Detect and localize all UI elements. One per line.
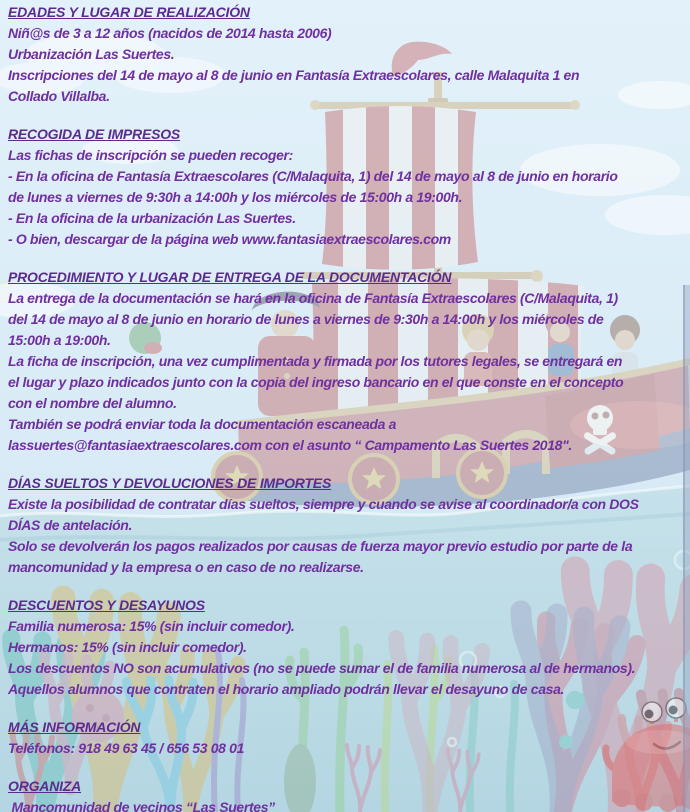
text-line: Familia numerosa: 15% (sin incluir comedor). (8, 618, 295, 634)
section-recogida (8, 124, 690, 250)
text-line: - En la oficina de la urbanización Las Suertes. (8, 210, 296, 226)
text-line: Aquellos alumnos que contraten el horario ampliado podrán llevar el desayuno de casa. (8, 681, 565, 697)
section-dias-sueltos (8, 473, 690, 578)
text-line: Hermanos: 15% (sin incluir comedor). (8, 639, 247, 655)
text-line: También se podrá enviar toda la documentación escaneada a (8, 416, 396, 432)
section-heading-descuentos: DESCUENTOS Y DESAYUNOS (8, 597, 205, 613)
text-line: Inscripciones del 14 de mayo al 8 de junio en Fantasía Extraescolares, calle Malaquita 1 en (8, 67, 580, 83)
text-line: Existe la posibilidad de contratar días sueltos, siempre y cuando se avise al coordinador/a con DOS (8, 496, 639, 512)
text-line: - O bien, descargar de la página web www.fantasiaextraescolares.com (8, 231, 451, 247)
text-line: Teléfonos: 918 49 63 45 / 656 53 08 01 (8, 740, 245, 756)
text-line: el lugar y plazo indicados junto con la copia del ingreso bancario en el que conste en el concepto (8, 374, 624, 390)
section-heading-dias-sueltos: DÍAS SUELTOS Y DEVOLUCIONES DE IMPORTES (8, 475, 332, 491)
text-line: del 14 de mayo al 8 de junio en horario de lunes a viernes de 9:30h a 14:00h y los miércoles de (8, 311, 604, 327)
section-heading-procedimiento: PROCEDIMIENTO Y LUGAR DE ENTREGA DE LA DOCUMENTACIÓN (8, 269, 452, 285)
text-line: La entrega de la documentación se hará en la oficina de Fantasía Extraescolares (C/Malaquita, 1) (8, 290, 618, 306)
section-mas-informacion (8, 717, 690, 759)
text-line: Collado Villalba. (8, 88, 110, 104)
section-heading-mas-informacion: MÁS INFORMACIÓN (8, 719, 141, 735)
text-line: con el nombre del alumno. (8, 395, 177, 411)
text-line: - En la oficina de Fantasía Extraescolares (C/Malaquita, 1) del 14 de mayo al 8 de junio en horario (8, 168, 618, 184)
text-line: de lunes a viernes de 9:30h a 14:00h y los miércoles de 15:00h a 19:00h. (8, 189, 463, 205)
section-organiza (8, 776, 690, 812)
text-line: mancomunidad y la empresa o en caso de no realizarse. (8, 559, 364, 575)
section-procedimiento (8, 267, 690, 456)
text-line: Niñ@s de 3 a 12 años (nacidos de 2014 hasta 2006) (8, 25, 332, 41)
text-line: DÍAS de antelación. (8, 517, 133, 533)
text-line: Urbanización Las Suertes. (8, 46, 175, 62)
text-line: lassuertes@fantasiaextraescolares.com con el asunto “ Campamento Las Suertes 2018". (8, 437, 572, 453)
section-heading-recogida: RECOGIDA DE IMPRESOS (8, 126, 181, 142)
text-line: 15:00h a 19:00h. (8, 332, 111, 348)
section-descuentos (8, 595, 690, 700)
text-line: Las fichas de inscripción se pueden recoger: (8, 147, 293, 163)
text-line: Solo se devolverán los pagos realizados por causas de fuerza mayor previo estudio por parte de la (8, 538, 633, 554)
section-heading-edades: EDADES Y LUGAR DE REALIZACIÓN (8, 4, 250, 20)
text-line: Los descuentos NO son acumulativos (no se puede sumar el de familia numerosa al de hermanos). (8, 660, 636, 676)
section-edades (8, 2, 690, 107)
text-line: La ficha de inscripción, una vez cumplimentada y firmada por los tutores legales, se entregará en (8, 353, 623, 369)
section-heading-organiza: ORGANIZA (8, 778, 82, 794)
text-line: Mancomunidad de vecinos “Las Suertes” (8, 799, 275, 812)
